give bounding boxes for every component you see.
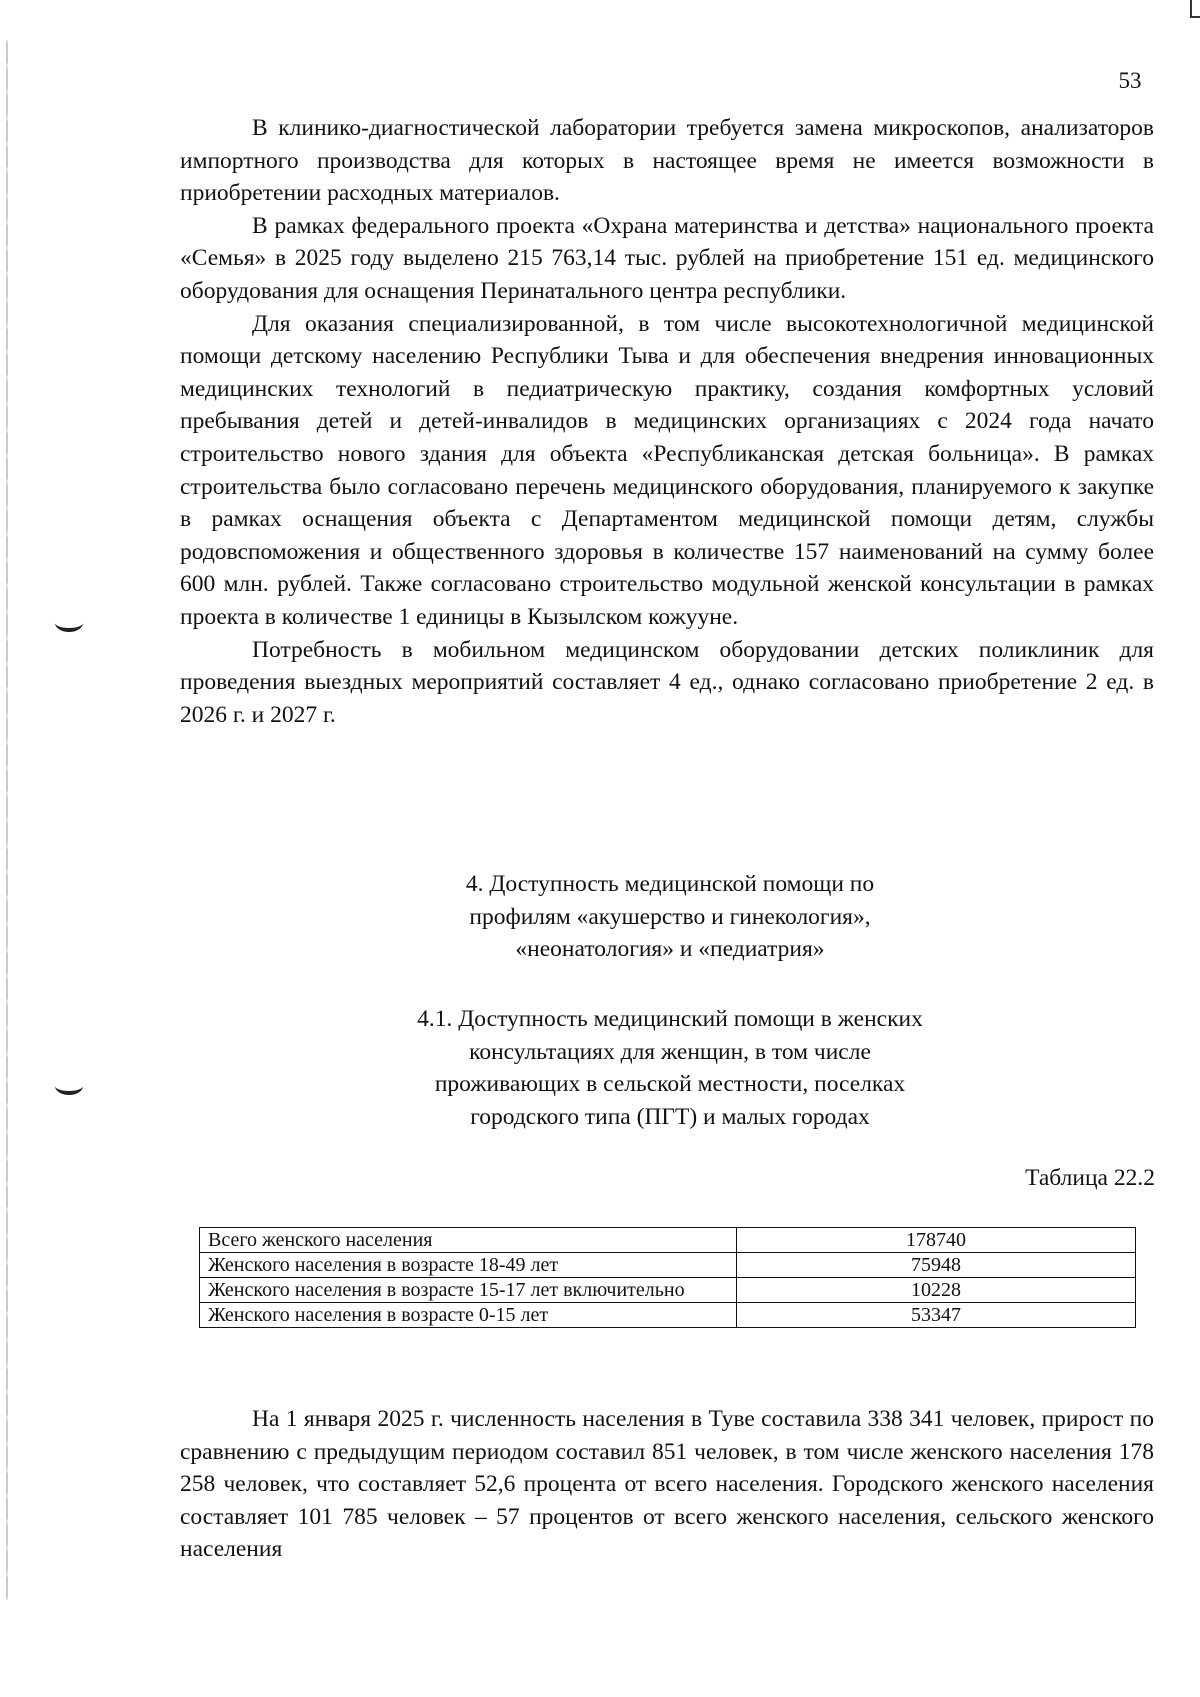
binding-mark: [55, 1077, 83, 1095]
row-label: Женского населения в возрасте 18-49 лет: [200, 1253, 737, 1278]
margin-dotted-line: [6, 40, 8, 1600]
paragraph: В клинико-диагностической лаборатории требуется замена микроскопов, анализаторов импортного производства для которых в настоящее время не имеется возможности в приобретении расходных материалов.: [180, 115, 1154, 207]
heading-line: 4.1. Доступность медицинский помощи в женских: [417, 1006, 923, 1032]
table-row: [200, 1253, 1136, 1278]
table-caption: Таблица 22.2: [1025, 1165, 1155, 1191]
heading-line: консультациях для женщин, в том числе: [469, 1038, 871, 1065]
heading-line: 4. Доступность медицинской помощи по: [465, 871, 875, 897]
table-row: [200, 1303, 1136, 1328]
table-row: [200, 1228, 1136, 1253]
corner-mark: [1190, 0, 1200, 18]
heading-line: «неонатология» и «педиатрия»: [515, 936, 825, 963]
page-number: 53: [1118, 68, 1142, 93]
heading-line: профилям «акушерство и гинекология»,: [469, 903, 871, 930]
section-heading-4-1: [355, 1003, 985, 1133]
row-label: Женского населения в возрасте 15-17 лет включительно: [200, 1278, 737, 1303]
binding-mark: [55, 614, 83, 632]
row-value: 10228: [737, 1278, 1136, 1303]
paragraph: В рамках федерального проекта «Охрана материнства и детства» национального проекта «Семья» в 2025 году выделено 215 763,14 тыс. рублей на приобретение 151 ед. медицинского оборудования для оснащения Перинатального центра республики.: [180, 212, 1154, 304]
section-heading-4: [355, 868, 985, 966]
row-value: 75948: [737, 1253, 1136, 1278]
paragraph: Для оказания специализированной, в том числе высокотехнологичной медицинской помощи детскому населению Республики Тыва и для обеспечения внедрения инновационных медицинских технологий в педиатрическую практику, создания комфортных условий пребывания детей и детей-инвалидов в медицинских организациях с 2024 года начато строительство нового здания для объекта «Республиканская детская больница». В рамках строительства было согласовано перечень медицинского оборудования, планируемого к закупке в рамках оснащения объекта с Департаментом медицинской помощи детям, службы родовспоможения и общественного здоровья в количестве 157 наименований на сумму более 600 млн. рублей. Также согласовано строительство модульной женской консультации в рамках проекта в количестве 1 единицы в Кызылском кожууне.: [180, 310, 1154, 630]
heading-line: проживающих в сельской местности, поселках: [434, 1071, 906, 1098]
population-table: [199, 1227, 1136, 1328]
row-label: Всего женского населения: [200, 1228, 737, 1253]
table-row: [200, 1278, 1136, 1303]
row-value: 53347: [737, 1303, 1136, 1328]
paragraph: Потребность в мобильном медицинском оборудовании детских поликлиник для проведения выездных мероприятий составляет 4 ед., однако согласовано приобретение 2 ед. в 2026 г. и 2027 г.: [180, 636, 1154, 728]
row-value: 178740: [737, 1228, 1136, 1253]
paragraph: На 1 января 2025 г. численность населения в Туве составила 338 341 человек, прирост по сравнению с предыдущим периодом составил 851 человек, в том числе женского населения 178 258 человек, что составляет 52,6 процента от всего населения. Городского женского населения составляет 101 785 человек – 57 процентов от всего женского населения, сельского женского населения: [180, 1406, 1154, 1563]
heading-line: городского типа (ПГТ) и малых городах: [470, 1103, 870, 1130]
row-label: Женского населения в возрасте 0-15 лет: [200, 1303, 737, 1328]
body-text-top: [180, 112, 1154, 731]
body-text-bottom: [180, 1403, 1154, 1566]
